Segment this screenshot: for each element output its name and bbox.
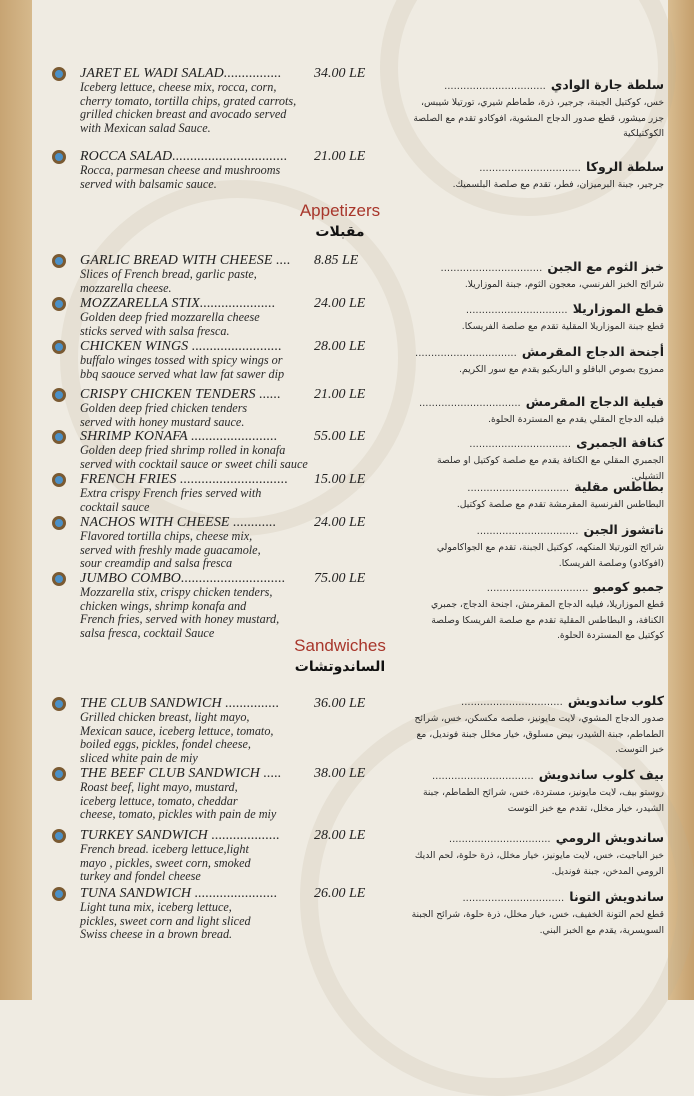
bullet-seal-icon (52, 887, 66, 901)
leader-dots: ................................ (444, 81, 546, 92)
item-description-arabic: روستو بيف، لايت مايونيز، مستردة، خس، شرائح الطماطم، جبنة الشيدر، خيار مخلل، تقدم مع خبز التوست (422, 787, 664, 814)
description-line: Mexican sauce, iceberg lettuce, tomato, (80, 723, 274, 738)
section-title-appetizers: Appetizers (299, 201, 381, 220)
bullet-seal-icon (52, 473, 66, 487)
description-line: Light tuna mix, iceberg lettuce, (80, 900, 232, 914)
bullet-seal-icon (52, 572, 66, 586)
item-name: THE BEEF CLUB SANDWICH ..... (80, 766, 282, 781)
leader-dots: ................................ (462, 893, 565, 904)
menu-item-arabic (409, 256, 664, 293)
item-name-arabic: قطع الموزاريلا (572, 301, 664, 316)
item-description (80, 81, 296, 135)
description-line: with Mexican salad Sauce. (80, 120, 211, 135)
description-line: Mozzarella stix, crispy chicken tenders, (80, 585, 273, 599)
description-line: bbq saouce served what law fat sawer dip (80, 366, 285, 381)
description-line: Iceberg lettuce, cheese mix, rocca, corn, (80, 80, 277, 94)
description-line: boiled eggs, pickles, fondel cheese, (80, 737, 251, 752)
item-description-arabic: قطع الموزاريلا، فيليه الدجاج المقرمش، اجنحة الدجاج، جمبري الكنافة، و البطاطس المقلية تقدم مع صلصة الفريسكا وصلصة كوكتيل مع المستردة الحلوة. (430, 599, 664, 641)
item-name-arabic-row (409, 764, 664, 783)
menu-item-arabic (409, 886, 664, 938)
section-title-sandwiches: Sandwiches (294, 636, 386, 655)
menu-item-arabic (409, 341, 664, 378)
description-line: mayo , pickles, sweet corn, smoked (80, 855, 251, 870)
description-line: served with balsamic sauce. (80, 176, 217, 191)
bullet-seal-icon (52, 829, 66, 843)
item-name: JARET EL WADI SALAD................ (80, 66, 282, 81)
leader-dots: ................................ (418, 398, 521, 409)
item-name-arabic-row (409, 298, 664, 317)
item-name-arabic-row (409, 391, 664, 410)
item-description-arabic: جرجير، جبنة البرميزان، فطر، تقدم مع صلصة البلسميك. (452, 179, 664, 190)
item-name-arabic: أجنحة الدجاج المقرمش (521, 344, 664, 359)
item-price: 21.00 LE (314, 149, 366, 164)
item-name-arabic: ناتشوز الجبن (583, 522, 664, 537)
item-name-arabic: ساندويش التونا (569, 889, 664, 904)
item-price: 21.00 LE (314, 387, 366, 402)
item-price: 34.00 LE (314, 66, 366, 81)
item-name: GARLIC BREAD WITH CHEESE .... (80, 253, 291, 268)
item-name: FRENCH FRIES .............................. (80, 472, 289, 487)
bullet-seal-icon (52, 767, 66, 781)
item-name-arabic: فيلية الدجاج المقرمش (525, 394, 664, 409)
section-title-sandwiches-arabic: الساندوتشات (294, 659, 386, 675)
description-line: turkey and fondel cheese (80, 869, 201, 884)
description-line: salsa fresca, cocktail Sauce (80, 625, 215, 640)
item-name-arabic: كنافة الجمبرى (576, 435, 664, 450)
item-description-arabic: شرائح التورتيلا المنكهه، كوكتيل الجبنة، تقدم مع الجواكامولي (افوكادو) وصلصة الفريسكا. (436, 542, 664, 569)
description-line: Slices of French bread, garlic paste, (80, 267, 257, 281)
description-line: served with cocktail sauce or sweet chili sauce (80, 456, 308, 471)
bullet-seal-icon (52, 254, 66, 268)
menu-item-arabic (409, 690, 664, 758)
description-line: sticks served with salsa fresca. (80, 323, 230, 338)
description-line: French bread. iceberg lettuce,light (80, 842, 249, 856)
description-line: Swiss cheese in a brown bread. (80, 927, 233, 942)
item-description (80, 901, 251, 942)
item-description (80, 164, 280, 191)
description-line: Flavored tortilla chips, cheese mix, (80, 529, 253, 543)
item-name: TURKEY SANDWICH ................... (80, 828, 280, 843)
item-name-arabic-row (409, 576, 664, 595)
item-description (80, 487, 261, 514)
item-price: 38.00 LE (314, 766, 366, 781)
description-line: cherry tomato, tortilla chips, grated carrots, (80, 93, 297, 108)
menu-item-arabic (409, 576, 664, 644)
item-description-arabic: شرائح الخبز الفرنسي، معجون الثوم، جبنة الموزاريلا. (464, 279, 664, 290)
item-name-arabic-row (409, 476, 664, 495)
item-name-arabic: خبز الثوم مع الجبن (547, 259, 664, 274)
description-line: sliced white pain de miy (80, 750, 198, 765)
item-description-arabic: صدور الدجاج المشوي، لايت مايونيز، صلصه مكسكن، خس، شرائح الطماطم، جبنة الشيدر، بيض مسلوق، خيار مخلل جبنة فونديل، مع خبز التوست. (414, 713, 664, 755)
leader-dots: ................................ (461, 697, 563, 708)
menu-item-arabic (409, 298, 664, 335)
item-description (80, 586, 279, 640)
bullet-seal-icon (52, 430, 66, 444)
menu-item-arabic (409, 476, 664, 513)
item-price: 24.00 LE (314, 515, 366, 530)
item-name-arabic: بطاطس مقلية (574, 479, 664, 494)
item-name-arabic-row (409, 519, 664, 538)
leader-dots: ................................ (479, 163, 581, 174)
item-description (80, 444, 308, 471)
item-name: ROCCA SALAD................................ (80, 149, 288, 164)
item-name: TUNA SANDWICH ....................... (80, 886, 278, 901)
item-price: 36.00 LE (314, 696, 366, 711)
section-title-appetizers-arabic: مقبلات (315, 224, 365, 240)
bullet-seal-icon (52, 388, 66, 402)
description-line: sour creamdip and salsa fresca (80, 556, 233, 571)
item-price: 75.00 LE (314, 571, 366, 586)
item-name-arabic-row (409, 432, 664, 451)
leader-dots: ................................ (448, 834, 551, 845)
item-name-arabic: سلطة الروكا (586, 159, 664, 174)
item-name: JUMBO COMBO............................. (80, 571, 286, 586)
bullet-seal-icon (52, 150, 66, 164)
item-description (80, 843, 251, 884)
item-price: 8.85 LE (314, 253, 359, 268)
item-description-arabic: ممزوج بصوص البافلو و الباربكيو يقدم مع سور الكريم. (459, 364, 664, 375)
item-description-arabic: خبز الباجيت، خس، لايت مايونيز، خيار مخلل، ذرة حلوة، لحم الديك الرومي المدخن، جبنة فونديل. (414, 850, 664, 877)
leader-dots: ................................ (440, 263, 543, 274)
bullet-seal-icon (52, 67, 66, 81)
item-name: NACHOS WITH CHEESE ............ (80, 515, 277, 530)
menu-item-arabic (409, 74, 664, 142)
description-line: Golden deep fried chicken tenders (80, 401, 248, 415)
description-line: mozzarella cheese. (80, 280, 172, 295)
menu-item-arabic (409, 827, 664, 879)
description-line: grilled chicken breast and avocado served (80, 107, 287, 122)
leader-dots: ................................ (415, 348, 517, 359)
item-description-arabic: فيليه الدجاج المقلي يقدم مع المستردة الحلوة. (488, 414, 664, 425)
item-name: SHRIMP KONAFA ........................ (80, 429, 278, 444)
item-description-arabic: البطاطس الفرنسية المقرمشة تقدم مع صلصة كوكتيل. (456, 499, 664, 510)
bullet-seal-icon (52, 297, 66, 311)
item-description-arabic: قطع لحم التونة الخفيف، خس، خيار مخلل، ذرة حلوة، شرائح الجبنة السويسرية، يقدم مع الخبز البني. (411, 909, 664, 936)
item-description-arabic: الجمبري المقلي مع الكنافة يقدم مع صلصة كوكتيل او صلصة التشيلي. (436, 455, 664, 482)
description-line: served with freshly made guacamole, (80, 542, 261, 557)
description-line: buffalo winges tossed with spicy wings or (80, 353, 283, 367)
item-name: MOZZARELLA STIX..................... (80, 296, 276, 311)
item-name-arabic: سلطة جارة الوادي (550, 77, 664, 92)
description-line: cheese, tomato, pickles with pain de miy (80, 807, 277, 822)
item-name-arabic-row (409, 690, 664, 709)
item-description-arabic: قطع جبنة الموزاريلا المقلية تقدم مع صلصة الفريسكا. (461, 321, 664, 332)
item-description (80, 781, 276, 822)
item-description-arabic: خس، كوكتيل الجبنة، جرجير، ذرة، طماطم شيري، تورتيلا شيبس، جزر ميشور، قطع صدور الدجاج المشوية، افوكادو تقدم مع الصلصة الكوكتيلكية (413, 97, 664, 139)
item-description (80, 268, 257, 295)
item-price: 15.00 LE (314, 472, 366, 487)
description-line: French fries, served with honey mustard, (80, 612, 280, 627)
menu-item-arabic (409, 519, 664, 571)
description-line: Rocca, parmesan cheese and mushrooms (80, 163, 281, 177)
description-line: cocktail sauce (80, 499, 150, 514)
leader-dots: ................................ (476, 526, 579, 537)
description-line: Golden deep fried mozzarella cheese (80, 310, 260, 324)
menu-item-arabic (409, 156, 664, 193)
item-name-arabic-row (409, 341, 664, 360)
description-line: Roast beef, light mayo, mustard, (80, 780, 238, 794)
description-line: served with honey mustard sauce. (80, 414, 245, 429)
item-price: 26.00 LE (314, 886, 366, 901)
item-description (80, 311, 260, 338)
menu-item-arabic (409, 764, 664, 816)
item-name-arabic: كلوب ساندويش (567, 693, 664, 708)
item-name-arabic-row (409, 156, 664, 175)
description-line: iceberg lettuce, tomato, cheddar (80, 793, 238, 808)
item-name-arabic-row (409, 256, 664, 275)
description-line: Grilled chicken breast, light mayo, (80, 710, 250, 724)
item-description (80, 711, 273, 765)
decorative-border-left (0, 0, 32, 1000)
item-description (80, 354, 284, 381)
bullet-seal-icon (52, 340, 66, 354)
item-name: CHICKEN WINGS ......................... (80, 339, 282, 354)
item-name: THE CLUB SANDWICH ............... (80, 696, 280, 711)
description-line: Extra crispy French fries served with (80, 486, 262, 500)
item-name-arabic: جمبو كومبو (593, 579, 664, 594)
item-name-arabic-row (409, 74, 664, 93)
item-name-arabic-row (409, 886, 664, 905)
menu-item-arabic (409, 391, 664, 428)
item-name-arabic: بيف كلوب ساندويش (538, 767, 664, 782)
item-price: 55.00 LE (314, 429, 366, 444)
leader-dots: ................................ (486, 583, 589, 594)
item-name: CRISPY CHICKEN TENDERS ...... (80, 387, 281, 402)
item-description (80, 530, 261, 571)
description-line: chicken wings, shrimp konafa and (80, 598, 247, 613)
bullet-seal-icon (52, 697, 66, 711)
bullet-seal-icon (52, 516, 66, 530)
description-line: pickles, sweet corn and light sliced (80, 913, 251, 928)
leader-dots: ................................ (467, 483, 570, 494)
item-description (80, 402, 247, 429)
item-price: 28.00 LE (314, 339, 366, 354)
leader-dots: ................................ (465, 305, 568, 316)
item-name-arabic-row (409, 827, 664, 846)
item-price: 28.00 LE (314, 828, 366, 843)
description-line: Golden deep fried shrimp rolled in konafa (80, 443, 286, 457)
item-name-arabic: ساندويش الرومي (555, 830, 664, 845)
item-price: 24.00 LE (314, 296, 366, 311)
leader-dots: ................................ (469, 439, 572, 450)
leader-dots: ................................ (431, 771, 534, 782)
